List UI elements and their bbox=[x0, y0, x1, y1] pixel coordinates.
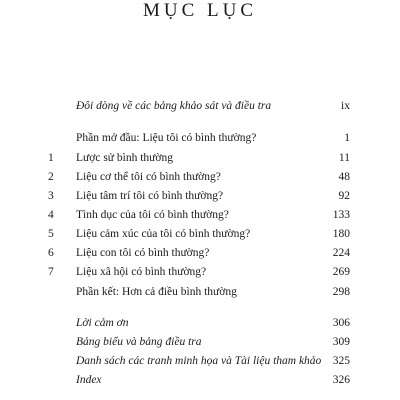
toc-row[interactable] bbox=[0, 186, 400, 206]
toc-entry-number: 2 bbox=[48, 171, 54, 183]
toc-row-front[interactable] bbox=[0, 96, 400, 116]
toc-entry-label: Liệu con tôi có bình thường? bbox=[76, 247, 210, 259]
toc-entry-page: 133 bbox=[332, 209, 350, 221]
toc-entry-number: 3 bbox=[48, 190, 54, 202]
toc-row[interactable] bbox=[0, 282, 400, 302]
toc-entry-label: Phần mở đầu: Liệu tôi có bình thường? bbox=[76, 132, 257, 144]
toc-entry-page: 325 bbox=[332, 355, 350, 367]
toc-row[interactable] bbox=[0, 167, 400, 187]
toc-entry-page: 306 bbox=[332, 317, 350, 329]
toc-row[interactable] bbox=[0, 224, 400, 244]
toc-entry-label: Tình dục của tôi có bình thường? bbox=[76, 209, 229, 221]
toc-entry-label: Liệu tâm trí tôi có bình thường? bbox=[76, 190, 224, 202]
page-title: MỤC LỤC bbox=[142, 0, 258, 21]
toc-row-back[interactable] bbox=[0, 313, 400, 333]
toc-entry-page: ix bbox=[341, 100, 350, 112]
toc-entry-label: Lược sử bình thường bbox=[76, 152, 173, 164]
toc-entry-page: 309 bbox=[332, 336, 350, 348]
toc-row-back[interactable] bbox=[0, 332, 400, 352]
toc-entry-page: 11 bbox=[338, 152, 350, 164]
toc-entry-page: 92 bbox=[338, 190, 350, 202]
toc-entry-page: 269 bbox=[332, 266, 350, 278]
toc-entry-number: 6 bbox=[48, 247, 54, 259]
toc-entry-label: Đôi dòng về các bảng khảo sát và điều tra bbox=[76, 100, 272, 112]
toc-entry-page: 48 bbox=[338, 171, 350, 183]
toc-entry-label: Liệu cảm xúc của tôi có bình thường? bbox=[76, 228, 251, 240]
toc-entry-page: 326 bbox=[332, 374, 350, 386]
toc-row[interactable] bbox=[0, 205, 400, 225]
toc-entry-number: 1 bbox=[48, 152, 54, 164]
toc-entry-label: Danh sách các tranh minh họa và Tài liệu tham khảo bbox=[76, 355, 322, 367]
toc-entry-label: Index bbox=[76, 374, 102, 386]
toc-entry-label: Liệu xã hội có bình thường? bbox=[76, 266, 207, 278]
toc-row-back[interactable] bbox=[0, 370, 400, 390]
toc-entry-label: Liệu cơ thể tôi có bình thường? bbox=[76, 171, 221, 183]
toc-entry-page: 298 bbox=[332, 286, 350, 298]
toc-entry-label: Bảng biểu và bảng điều tra bbox=[76, 336, 202, 348]
toc-row[interactable] bbox=[0, 148, 400, 168]
toc-row[interactable] bbox=[0, 243, 400, 263]
toc-entry-number: 5 bbox=[48, 228, 54, 240]
toc-row[interactable] bbox=[0, 128, 400, 148]
toc-row-back[interactable] bbox=[0, 351, 400, 371]
toc-entry-label: Lời cảm ơn bbox=[76, 317, 129, 329]
toc-entry-label: Phần kết: Hơn cả điều bình thường bbox=[76, 286, 237, 298]
toc-entry-page: 180 bbox=[332, 228, 350, 240]
toc-row[interactable] bbox=[0, 262, 400, 282]
toc-entry-number: 4 bbox=[48, 209, 54, 221]
toc-entry-page: 1 bbox=[344, 132, 350, 144]
toc-entry-number: 7 bbox=[48, 266, 54, 278]
toc-entry-page: 224 bbox=[332, 247, 350, 259]
